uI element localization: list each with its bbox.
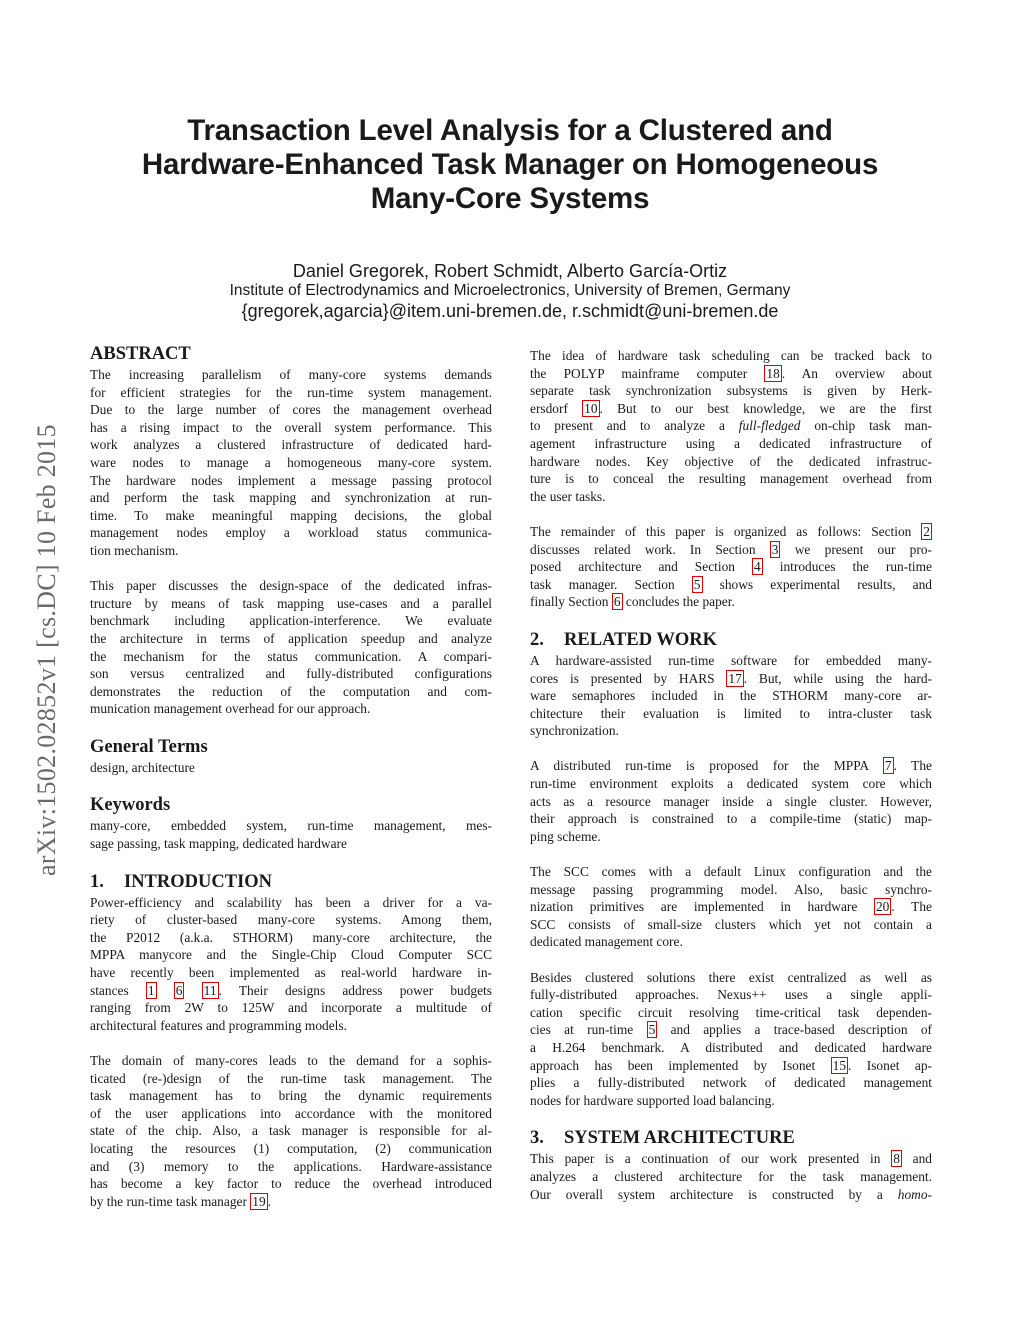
text-line: The SCC comes with a default Linux configuration and the	[530, 864, 932, 880]
text-line: Power-efficiency and scalability has been a driver for a va-	[90, 894, 492, 910]
text-line: The increasing parallelism of many-core systems demands	[90, 367, 492, 382]
general-terms-heading: General Terms	[90, 736, 208, 757]
section-link[interactable]: 6	[613, 594, 621, 610]
citation-link[interactable]: 10	[584, 400, 598, 416]
text-line: The idea of hardware task scheduling can be tracked back to	[530, 348, 932, 363]
text-line: A distributed run-time is proposed for the MPPA 7 . The	[530, 758, 932, 774]
citation-link[interactable]: 20	[875, 899, 890, 915]
keywords	[90, 817, 492, 852]
abstract-paragraph-2	[90, 577, 492, 718]
text-line: separate task synchronization subsystems is given by Herk-	[530, 383, 932, 399]
citation-link[interactable]: 7	[884, 758, 892, 774]
text-line: management nodes employ a workload status communica-	[90, 525, 492, 541]
intro-paragraph-2	[90, 1052, 492, 1210]
text-line: ture is to conceal the resulting management overhead from	[530, 471, 932, 487]
text-line: Due to the large number of cores the management overhead	[90, 402, 492, 418]
text-line: has a rising impact to the overall system performance. This	[90, 419, 492, 435]
text-line: tructure by means of task mapping use-cases and a parallel	[90, 595, 492, 611]
text-line: the P2012 (a.k.a. STHORM) many-core architecture, the	[90, 929, 492, 945]
text-line: The remainder of this paper is organized as follows: Section 2	[530, 523, 930, 539]
text-line: by the run-time task manager 19 .	[90, 1193, 272, 1209]
text-line: plies a fully-distributed network of dedicated management	[530, 1075, 932, 1091]
text-line: cation specific circuit resolving time-critical task dependen-	[530, 1004, 932, 1020]
section-title: INTRODUCTION	[124, 871, 273, 892]
text-line: riety of cluster-based many-core systems. Among them,	[90, 912, 492, 928]
author-emails: {gregorek,agarcia}@item.uni-bremen.de, r.schmidt@uni-bremen.de	[241, 301, 779, 321]
text-line: nization primitives are implemented in hardware 20 . The	[530, 899, 932, 915]
section-number: 1.	[90, 871, 104, 892]
text-line: and (3) memory to the applications. Hardware-assistance	[90, 1158, 492, 1174]
text-line: This paper discusses the design-space of the dedicated infras-	[90, 578, 492, 594]
text-line: message passing programming model. Also, basic synchro-	[530, 881, 932, 897]
text-line: many-core, embedded system, run-time management, mes-	[90, 818, 492, 834]
text-line: nodes for hardware supported load balancing.	[530, 1092, 775, 1108]
citation-link[interactable]: 11	[203, 982, 217, 998]
text-line: task manager. Section 5 shows experimental results, and	[530, 576, 932, 592]
text-line: the user tasks.	[530, 488, 606, 504]
text-line: locating the resources (1) computation, (2) communication	[90, 1140, 492, 1156]
related-work-heading	[530, 629, 932, 651]
right-column	[530, 347, 932, 1203]
citation-link[interactable]: 8	[893, 1151, 900, 1167]
text-line: the mechanism for the status communication. A compari-	[90, 648, 492, 664]
related-paragraph-1	[530, 652, 932, 740]
text-line: a H.264 benchmark. A distributed and dedicated hardware	[530, 1039, 932, 1055]
affiliation: Institute of Electrodynamics and Microelectronics, University of Bremen, Germany	[229, 282, 791, 299]
text-line: run-time environment exploits a dedicated system core which	[530, 776, 932, 792]
related-paragraph-2	[530, 757, 932, 845]
text-line: MPPA manycore and the Single-Chip Cloud Computer SCC	[90, 947, 492, 963]
text-line: demonstrates the reduction of the computation and com-	[90, 683, 492, 699]
text-line: the architecture in terms of application speedup and analyze	[90, 630, 492, 646]
text-line: SCC consists of small-size clusters which yet not contain a	[530, 916, 932, 932]
section-title: RELATED WORK	[564, 629, 717, 650]
text-line: synchronization.	[530, 723, 619, 739]
text-line: approach has been implemented by Isonet 15 . Isonet ap-	[530, 1057, 932, 1073]
text-line: task management has to bring the dynamic requirements	[90, 1088, 492, 1104]
citation-link[interactable]: 6	[175, 982, 183, 998]
text-line: cores is presented by HARS 17 . But, while using the hard-	[530, 670, 932, 686]
text-line: to present and to analyze a full-fledged on-chip task man-	[530, 418, 933, 434]
text-line: The hardware nodes implement a message passing protocol	[90, 472, 492, 488]
text-line: A hardware-assisted run-time software for embedded many-	[530, 652, 932, 668]
section-link[interactable]: 5	[693, 576, 701, 592]
text-line: and perform the task mapping and synchronization at run-	[90, 490, 492, 506]
citation-link[interactable]: 5	[648, 1022, 656, 1038]
system-architecture-heading	[530, 1127, 932, 1149]
arxiv-identifier: arXiv:1502.02852v1 [cs.DC] 10 Feb 2015	[32, 424, 61, 876]
text-line: Our overall system architecture is constructed by a homo-	[530, 1186, 932, 1202]
related-paragraph-4	[530, 969, 932, 1110]
text-line: time. To make meaningful mapping decisions, the global	[90, 507, 492, 523]
citation-link[interactable]: 19	[252, 1193, 266, 1209]
text-line: work analyzes a clustered infrastructure of dedicated hard-	[90, 437, 492, 453]
text-line: ticated (re-)design of the run-time task management. The	[90, 1070, 492, 1086]
text-line: ware nodes to manage a homogeneous many-core system.	[90, 454, 492, 470]
text-line: agement infrastructure using a dedicated infrastructure of	[530, 435, 932, 451]
section-number: 2.	[530, 629, 544, 650]
author-names: Daniel Gregorek, Robert Schmidt, Alberto García-Ortiz	[292, 261, 728, 281]
text-line: The domain of many-cores leads to the demand for a sophis-	[90, 1053, 492, 1068]
text-line: son versus centralized and fully-distributed configurations	[90, 666, 492, 682]
text-line: tion mechanism.	[90, 542, 179, 558]
introduction-heading	[90, 871, 492, 893]
section-title: SYSTEM ARCHITECTURE	[564, 1128, 795, 1149]
architecture-paragraph-1	[530, 1150, 932, 1203]
section-link[interactable]: 4	[754, 559, 761, 575]
general-terms	[90, 759, 492, 777]
text-line: posed architecture and Section 4 introduces the run-time	[530, 559, 932, 575]
title-line: Hardware-Enhanced Task Manager on Homogeneous	[141, 148, 879, 181]
text-line: discusses related work. In Section 3 we present our pro-	[530, 541, 932, 557]
text-line: of the user applications into accordance with the monitored	[90, 1105, 492, 1121]
text-line: design, architecture	[90, 759, 195, 775]
text-line: sage passing, task mapping, dedicated hardware	[90, 836, 347, 852]
text-line: architectural features and programming models.	[90, 1017, 347, 1033]
text-line: dedicated management core.	[530, 934, 683, 950]
text-line: the POLYP mainframe computer 18 . An overview about	[530, 365, 932, 381]
text-line: hardware nodes. Key objective of the dedicated infrastruc-	[530, 453, 932, 469]
text-line: ware semaphores included in the STHORM many-core ar-	[530, 688, 932, 704]
text-line: Besides clustered solutions there exist centralized as well as	[530, 969, 932, 985]
author-block	[90, 260, 930, 322]
text-line: cies at run-time 5 and applies a trace-based description of	[530, 1022, 933, 1038]
text-line: analyzes a clustered architecture for the task management.	[530, 1168, 932, 1184]
abstract-heading: ABSTRACT	[90, 344, 191, 364]
related-paragraph-3	[530, 863, 932, 951]
text-line: state of the chip. Also, a task manager is responsible for al-	[90, 1123, 492, 1139]
abstract-paragraph-1	[90, 366, 492, 560]
citation-link[interactable]: 1	[147, 982, 155, 998]
text-line: ranging from 2W to 125W and incorporate a multitude of	[90, 1000, 492, 1016]
text-line: benchmark including application-interference. We evaluate	[90, 613, 492, 629]
text-line: ersdorf 10 . But to our best knowledge, we are the first	[530, 400, 932, 416]
text-line: finally Section 6 concludes the paper.	[530, 594, 735, 610]
text-line: This paper is a continuation of our work presented in 8 and	[530, 1151, 932, 1167]
intro-paragraph-1	[90, 894, 492, 1035]
section-number: 3.	[530, 1128, 544, 1149]
paper-title	[90, 114, 930, 216]
citation-link[interactable]: 18	[766, 365, 780, 381]
text-line: their approach is constrained to a compile-time (static) map-	[530, 811, 932, 827]
section-link[interactable]: 3	[771, 541, 779, 557]
left-column	[90, 343, 492, 1210]
text-line: stances 1 6 11 . Their designs address power budgets	[90, 982, 492, 998]
intro-paragraph-3	[530, 347, 932, 505]
text-line: for efficient strategies for the run-time system management.	[90, 384, 492, 400]
title-line: Transaction Level Analysis for a Clustered and	[187, 114, 833, 147]
text-line: have recently been implemented as real-world hardware in-	[90, 965, 492, 981]
text-line: has become a key factor to reduce the overhead introduced	[90, 1176, 492, 1192]
intro-paragraph-4	[530, 523, 932, 611]
title-line: Many-Core Systems	[370, 182, 650, 215]
section-link[interactable]: 2	[923, 523, 930, 539]
text-line: ping scheme.	[530, 828, 601, 844]
text-line: munication management overhead for our approach.	[90, 701, 371, 717]
text-line: acts as a resource manager inside a single cluster. However,	[530, 793, 932, 809]
text-line: fully-distributed approaches. Nexus++ uses a single appli-	[530, 987, 932, 1003]
citation-link[interactable]: 17	[728, 670, 742, 686]
citation-link[interactable]: 15	[832, 1057, 847, 1073]
keywords-heading: Keywords	[90, 795, 171, 816]
text-line: chitecture their evaluation is limited to intra-cluster task	[530, 705, 932, 721]
